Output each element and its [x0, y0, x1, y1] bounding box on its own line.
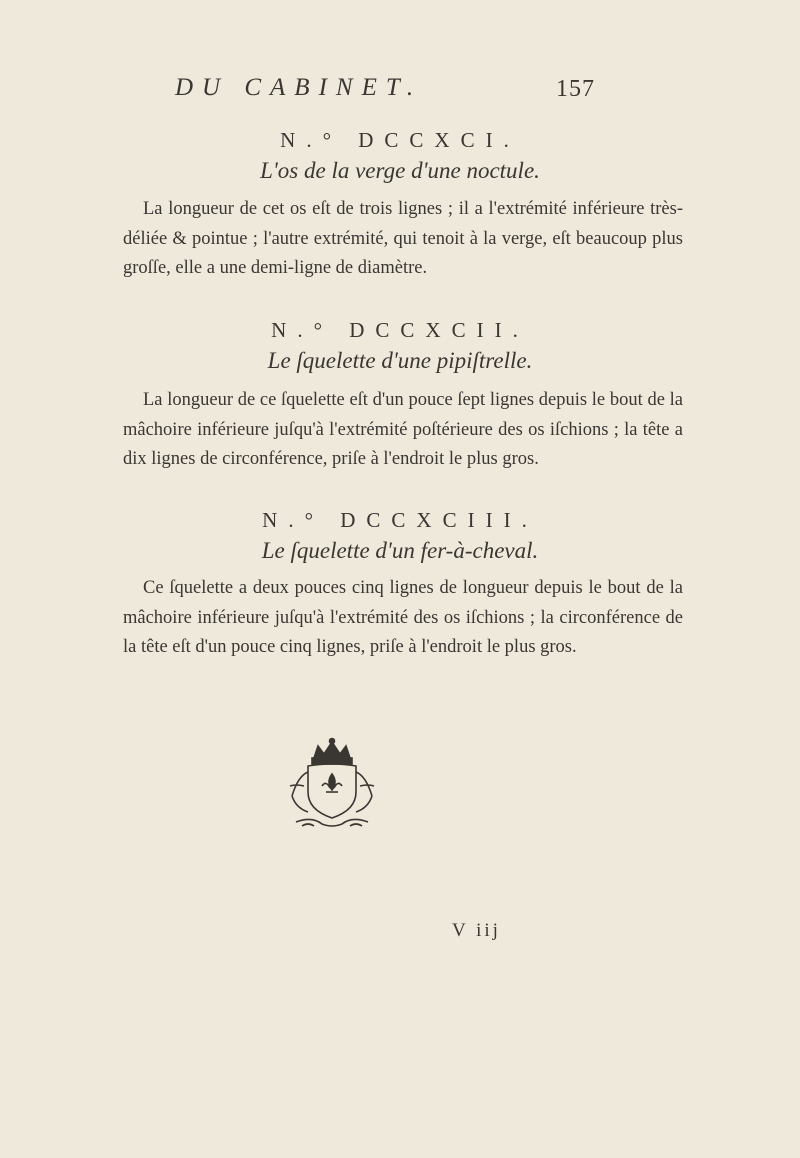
entry-title: Le ſquelette d'un fer-à-cheval.	[261, 538, 539, 563]
entry-number: N.° DCCXCI.	[280, 128, 520, 152]
running-head	[175, 74, 595, 114]
entry-title: Le ſquelette d'une pipiſtrelle.	[267, 348, 533, 373]
signature-mark: V iij	[452, 920, 501, 941]
royal-crest-icon	[282, 736, 382, 832]
running-head-title: DU CABINET.	[175, 74, 423, 101]
entry-number: N.° DCCXCIII.	[262, 508, 538, 532]
entry-paragraph: La longueur de ce ſquelette eſt d'un pouce ſept lignes depuis le bout de la mâchoire inférieure juſqu'à l'extrémité poſtérieure des os iſchions ; la tête a dix lignes de circonférence, priſe à l'endroit le plus gros.	[123, 390, 683, 469]
entry-number: N.° DCCXCII.	[271, 318, 529, 342]
entry-title: L'os de la verge d'une noctule.	[260, 158, 540, 183]
entry-paragraph: La longueur de cet os eſt de trois lignes ; il a l'extrémité inférieure très-déliée & pointue ; l'autre extrémité, qui tenoit à la verge, eſt beaucoup plus groſſe, elle a une demi-ligne de diamètre.	[123, 199, 683, 278]
page-number: 157	[556, 76, 595, 102]
entry-paragraph: Ce ſquelette a deux pouces cinq lignes de longueur depuis le bout de la mâchoire inférieure juſqu'à l'extrémité des os iſchions ; la circonférence de la tête eſt d'un pouce cinq lignes, priſe à l'endroit le plus gros.	[123, 578, 683, 657]
